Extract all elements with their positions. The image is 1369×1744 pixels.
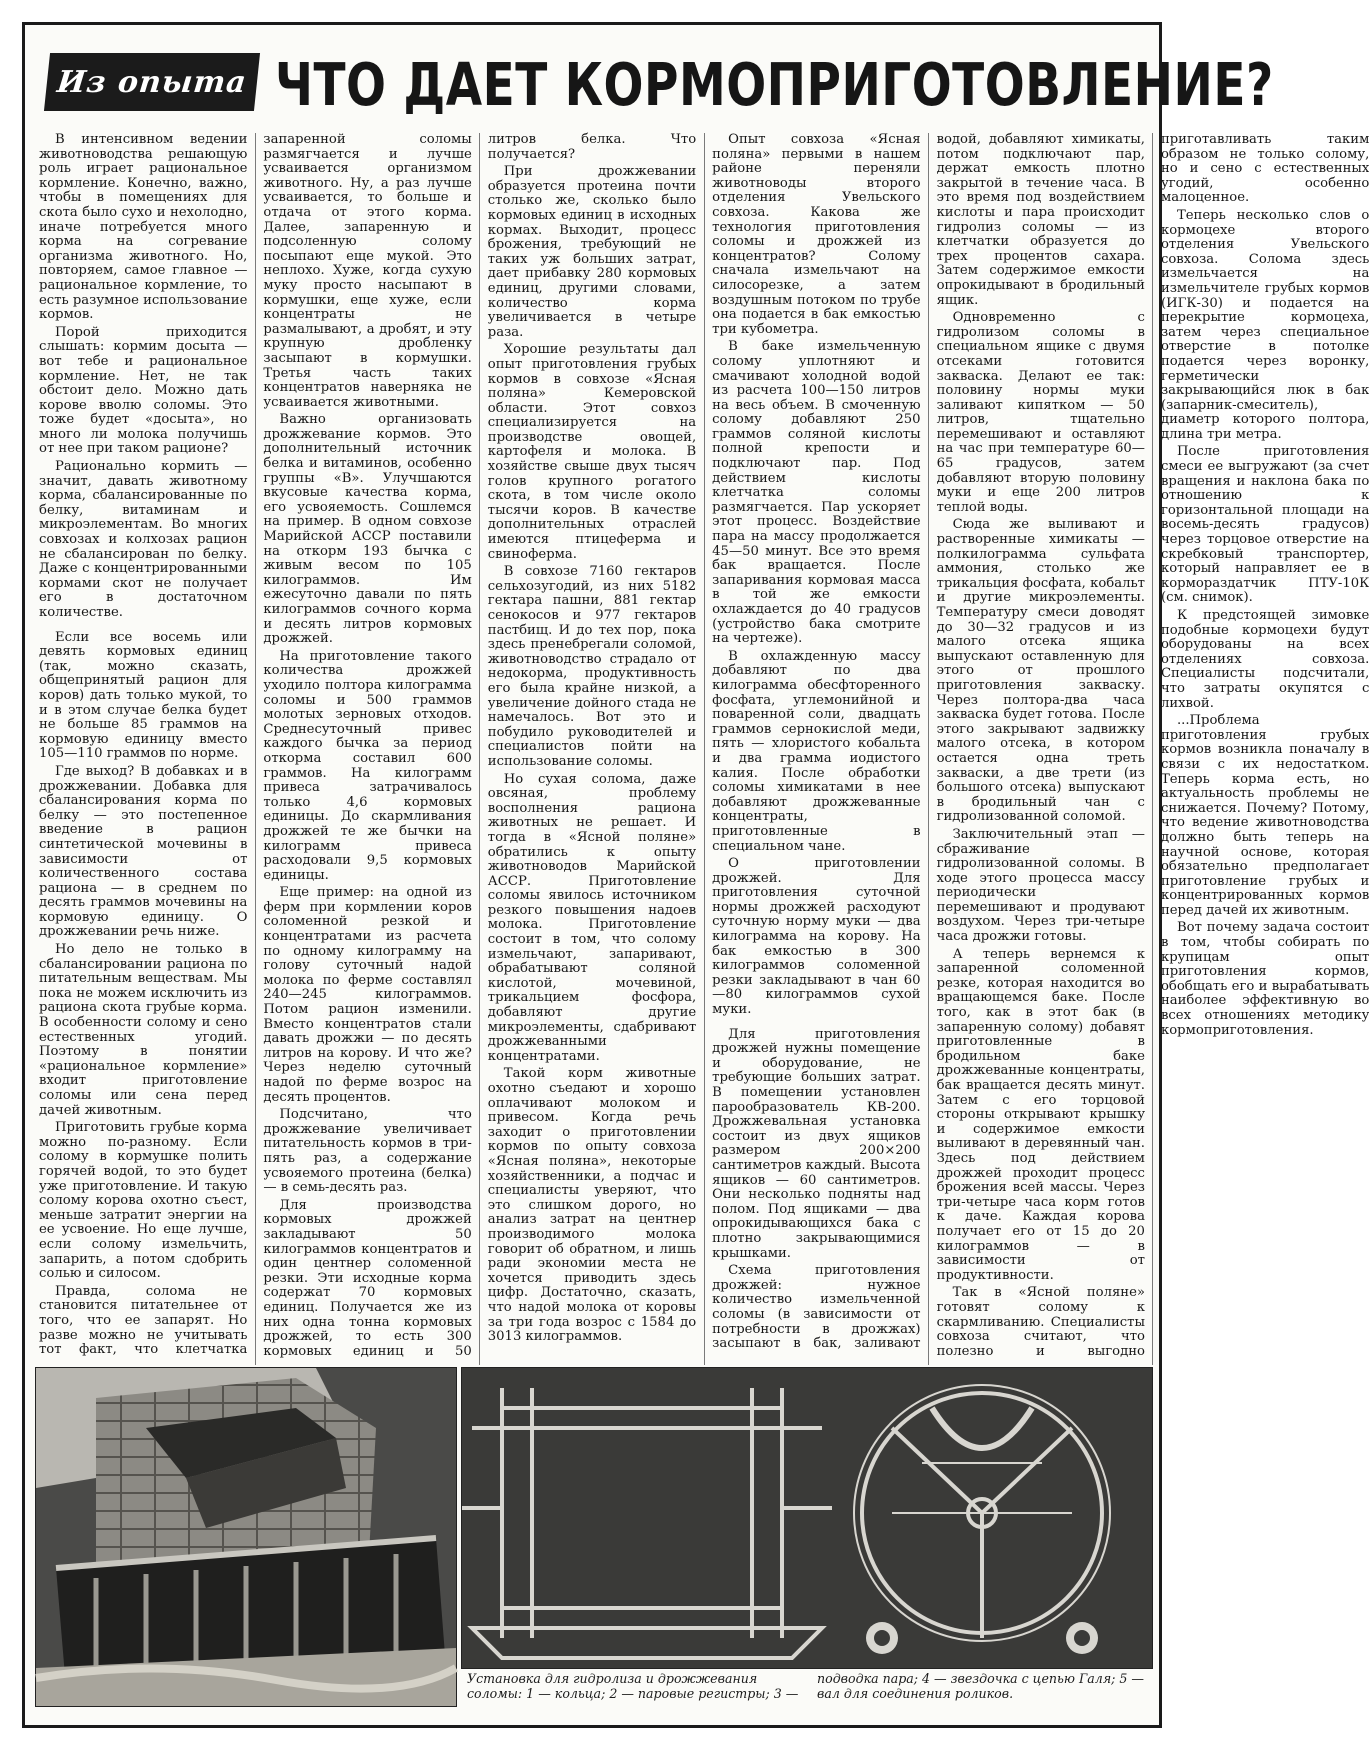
feed-dispenser-photo [35, 1367, 457, 1707]
article-paragraph: При дрожжевании образуется протеина почти столько же, сколько было кормовых единиц в исходных кормах. Выходит, процесс брожения, требующий не таких уж больших затрат, дает прибавку 280 кормовых единиц, другими словами, количество корма увеличивается в четыре раза. [487, 164, 697, 340]
article-paragraph: ...Проблема приготовления грубых кормов возникла поначалу в связи с их недостатком. Теперь корма есть, но актуальность проблемы не снижается. Почему? Потому, что ведение животноводства должно быть теперь на научной основе, которая обязательно предполагает приготовление грубых и концентрированных кормов перед дачей их животным. [1160, 713, 1369, 918]
article-paragraph: К предстоящей зимовке подобные кормоцехи будут оборудованы на всех отделениях совхоза. Специалисты подсчитали, что затраты окупятся с лихвой. [1160, 608, 1369, 711]
article-paragraph: На приготовление такого количества дрожжей уходило полтора килограмма соломы и 500 граммов молотых зерновых отходов. Среднесуточный привес каждого бычка за период откорма составил 600 граммов. На килограмм привеса затрачивалось только 4,6 кормовых единицы. До скармливания дрожжей те же бычки на килограмм привеса расходовали 9,5 кормовых единицы. [263, 648, 472, 883]
article-paragraph: Для производства кормовых дрожжей закладывают 50 килограммов концентратов и один центнер соломенной резки. Эти исходные корма содержат 70 кормовых единиц. Получается же из них одна тонна кормовых дрожжей, то есть 300 кормовых единиц и 50 литров белка. Что получается? [263, 132, 697, 1359]
article-paragraph: А теперь вернемся к запаренной соломенной резке, которая находится во вращающемся баке. После того, как в этот бак (в запаренную солому) добавят приготовленные в бродильном баке дрожжеванные концентраты, бак вращается десять минут. Затем с его торцовой стороны открывают крышку и содержимое емкости выливают в деревянный чан. Здесь под действием дрожжей проходит процесс брожения всей массы. Через три-четыре часа корм готов к даче. Каждая корова получает его от 15 до 20 килограммов — в зависимости от продуктивности. [936, 946, 1145, 1283]
feed-dispenser-photo-art [36, 1368, 456, 1706]
article-paragraph: О приготовлении дрожжей. Для приготовления суточной нормы дрожжей расходуют суточную норму муки — два килограмма на корову. На бак емкостью в 300 килограммов соломенной резки закладывают в чан 60—80 килограммов сухой муки. [712, 856, 921, 1018]
article-paragraph: Подсчитано, что дрожжевание увеличивает питательность кормов в три-пять раз, а содержание усвояемого протеина (белка) — в семь-десять раз. [263, 1107, 472, 1196]
article-body [39, 132, 1369, 1365]
article-header [25, 25, 1274, 135]
hydrolysis-unit-drawing-art [462, 1368, 1152, 1668]
article-title: ЧТО ДАЕТ КОРМОПРИГОТОВЛЕНИЕ? [275, 51, 1274, 120]
newspaper-page [22, 22, 1369, 1728]
article-paragraph: Правда, солома не становится питательнее от того, что ее запарят. Но разве можно не учитывать тот факт, что клетчатка запаренной соломы размягчается и лучше усваивается организмом животного. Ну, а раз лучше усваивается, то больше и отдача от этого корма. Далее, запаренную и подсоленную солому посыпают еще мукой. Это неплохо. Хуже, когда сухую муку просто насыпают в кормушки, еще хуже, если концентраты не размалывают, а дробят, и эту крупную дробленку засыпают в кормушки. Третья часть таких концентратов наверняка не усваивается животными. [39, 132, 472, 1358]
article-paragraph: Сюда же выливают и растворенные химикаты — полкилограмма сульфата аммония, столько же трикальция фосфата, кобальт и другие микроэлементы. Температуру смеси доводят до 30—32 градусов и из малого отсека ящика выпускают оставленную для этого от прошлого приготовления закваску. Через полтора-два часа закваска будет готова. После этого закрывают задвижку малого отсека, в котором остается одна треть закваски, а две трети (из большого отсека) выпускают в бродильный чан с гидролизованной соломой. [936, 517, 1145, 825]
article-paragraph: Опыт совхоза «Ясная поляна» первыми в нашем районе переняли животноводы второго отделения Увельского совхоза. Какова же технология приготовления соломы и дрожжей из концентратов? Солому сначала измельчают на силосорезке, а затем воздушным потоком по трубе она подается в бак емкостью три кубометра. [712, 132, 921, 337]
article-paragraph: Для приготовления дрожжей нужны помещение и оборудование, не требующие больших затрат. В помещении установлен парообразователь КВ-200. Дрожжевальная установка состоит из двух ящиков размером 200×200 сантиметров каждый. Высота ящиков — 60 сантиметров. Они несколько подняты над полом. Под ящиками — два опрокидывающихся бака с плотно закрывающимися крышками. [712, 1026, 921, 1261]
hydrolysis-unit-drawing [461, 1367, 1153, 1669]
article-paragraph: Заключительный этап — сбраживание гидролизованной соломы. В ходе этого процесса массу периодически перемешивают и продувают воздухом. Через три-четыре часа дрожжи готовы. [936, 826, 1145, 945]
article-paragraph: Приготовить грубые корма можно по-разному. Если солому в кормушке полить горячей водой, то это будет уже приготовление. И такую солому корова охотно съест, меньше затратит энергии на ее усвоение. Но еще лучше, если солому измельчить, запарить, а потом сдобрить солью и силосом. [39, 1120, 248, 1282]
article-paragraph: Но сухая солома, даже овсяная, проблему восполнения рациона животных не решает. И тогда в «Ясной поляне» обратились к опыту животноводов Марийской АССР. Приготовление соломы явилось источником резкого повышения надоев молока. Приготовление состоит в том, что солому измельчают, запаривают, обрабатывают соляной кислотой, мочевиной, трикальцием фосфора, добавляют другие микроэлементы, сдабривают дрожжеванными концентратами. [487, 771, 697, 1064]
article-paragraph: Еще пример: на одной из ферм при кормлении коров соломенной резкой и концентратами из расчета по одному килограмму на голову суточный надой молока по ферме составлял 240—245 килограммов. Потом рацион изменили. Вместо концентратов стали давать дрожжи — по десять литров на корову. И что же? Через неделю суточный надой по ферме возрос на десять процентов. [263, 885, 472, 1105]
article-paragraph: В баке измельченную солому уплотняют и смачивают холодной водой из расчета 100—150 литров на весь объем. В смоченную солому добавляют 250 граммов соляной кислоты полной крепости и подключают пар. Под действием кислоты клетчатка соломы размягчается. Пар ускоряет этот процесс. Воздействие пара на массу продолжается 45—50 минут. Все это время бак вращается. После запаривания кормовая масса в той же емкости охлаждается до 40 градусов (устройство бака смотрите на чертеже). [712, 339, 921, 647]
article-paragraph: Если все восемь или девять кормовых единиц (так, можно сказать, общепринятый рацион для коров) дать только мукой, то и в этом случае белка будет не больше 85 граммов на кормовую единицу вместо 105—110 граммов по норме. [39, 629, 248, 762]
article-paragraph: Но дело не только в сбалансировании рациона по питательным веществам. Мы пока не можем исключить из рациона скота грубые корма. В особенности солому и сено естественных угодий. Поэтому в понятии «рациональное кормление» входит приготовление соломы или сена перед дачей животным. [39, 942, 248, 1118]
figure-caption: Установка для гидролиза и дрожжевания соломы: 1 — кольца; 2 — паровые регистры; 3 — подводка пара; 4 — звездочка с цепью Галя; 5 — вал для соединения роликов. [467, 1671, 1145, 1701]
article-paragraph: В охлажденную массу добавляют по два килограмма обесфторенного фосфата, углемонийной и поваренной соли, двадцать граммов сернокислой меди, пять — хлористого кобальта и два грамма иодистого калия. После обработки соломы химикатами в нее добавляют дрожжеванные концентраты, приготовленные в специальном чане. [712, 648, 921, 854]
article-paragraph: Важно организовать дрожжевание кормов. Это дополнительный источник белка и витаминов, особенно группы «В». Улучшаются вкусовые качества корма, его усвояемость. Сошлемся на пример. В одном совхозе Марийской АССР поставили на откорм 193 бычка с живым весом по 105 килограммов. Им ежесуточно давали по пять килограммов сочного корма и десять литров кормовых дрожжей. [263, 412, 472, 647]
article-paragraph: После приготовления смеси ее выгружают (за счет вращения и наклона бака по отношению к горизонтальной площади на восемь-десять градусов) через торцовое отверстие на скребковый транспортер, который направляет ее в кормораздатчик ПТУ-10К (см. снимок). [1160, 444, 1369, 606]
article-paragraph: В совхозе 7160 гектаров сельхозугодий, из них 5182 гектара пашни, 881 гектар сенокосов и 977 гектаров пастбищ. И до тех пор, пока здесь пренебрегали соломой, животноводство страдало от недокорма, продуктивность его была крайне низкой, а увеличение дойного стада не намечалось. Вот это и побудило руководителей и специалистов пойти на использование соломы. [487, 564, 697, 769]
article-paragraph: Одновременно с гидролизом соломы в специальном ящике с двумя отсеками готовится закваска. Делают ее так: половину нормы муки заливают кипятком — 50 литров, тщательно перемешивают и оставляют на час при температуре 60—65 градусов, затем добавляют вторую половину муки и еще 200 литров теплой воды. [936, 310, 1145, 515]
article-paragraph: Теперь несколько слов о кормоцехе второго отделения Увельского совхоза. Солома здесь измельчается на измельчителе грубых кормов (ИГК-30) и подается на перекрытие кормоцеха, затем через специальное отверстие в потолке подается через воронку, герметически закрывающийся люк в бак (запарник-смеситель), диаметр которого полтора, длина три метра. [1160, 207, 1369, 442]
article-paragraph: Схема приготовления дрожжей: нужное количество измельченной соломы (в зависимости от потребности в дрожжах) засыпают в бак, заливают водой, добавляют химикаты, потом подключают пар, держат емкость плотно закрытой в течение часа. В это время под воздействием кислоты и пара происходит гидролиз соломы — из клетчатки образуется до трех процентов сахара. Затем содержимое емкости опрокидывают в бродильный ящик. [712, 132, 1145, 1352]
article-paragraph: Такой корм животные охотно съедают и хорошо оплачивают молоком и привесом. Когда речь заходит о приготовлении кормов по опыту совхоза «Ясная поляна», некоторые хозяйственники, а подчас и специалисты уверяют, что это слишком дорого, но анализ затрат на центнер производимого молока говорит об обратном, и лишь ради экономии места не хочется приводить здесь цифр. Достаточно, сказать, что надой молока от коровы за три года возрос с 1584 до 3013 килограммов. [487, 1066, 697, 1345]
rubric-label: Из опыта [44, 53, 260, 111]
article-paragraph: Где выход? В добавках и в дрожжевании. Добавка для сбалансирования корма по белку — это постепенное введение в рацион синтетической мочевины в зависимости от количественного состава рациона — в среднем по десять граммов мочевины на кормовую единицу. О дрожжевании речь ниже. [39, 763, 248, 940]
article-paragraph: Вот почему задача состоит в том, чтобы собирать по крупицам опыт приготовления кормов, обобщать его и вырабатывать наиболее эффективную во всех отношениях методику кормоприготовления. [1160, 920, 1369, 1038]
article-paragraph: Хорошие результаты дал опыт приготовления грубых кормов в совхозе «Ясная поляна» Кемеровской области. Этот совхоз специализируется на производстве овощей, картофеля и молока. В хозяйстве свыше двух тысяч голов крупного рогатого скота, в том числе около тысячи коров. В качестве дополнительных отраслей имеются птицеферма и свиноферма. [487, 342, 697, 562]
article-paragraph: Так в «Ясной поляне» готовят солому к скармливанию. Специалисты совхоза считают, что полезно и выгодно приготавливать таким образом не только солому, но и сено с естественных угодий, особенно малоценное. [936, 132, 1369, 1359]
article-paragraph: Порой приходится слышать: кормим досыта — вот тебе и рациональное кормление. Нет, не так обстоит дело. Можно дать корове вволю соломы. Это тоже будет «досыта», но много ли молока получишь от нее при таком рационе? [39, 324, 248, 457]
article-paragraph: Рационально кормить — значит, давать животному корма, сбалансированные по белку, витаминам и микроэлементам. Во многих совхозах и колхозах рацион не сбалансирован по белку. Даже с концентрированными кормами скот не получает его в достаточном количестве. [39, 459, 248, 620]
article-paragraph: В интенсивном ведении животноводства решающую роль играет рациональное кормление. Конечно, важно, чтобы в помещениях для скота было сухо и нехолодно, иначе потребуется много корма на согревание организма животного. Но, повторяем, самое главное — рациональное кормление, то есть разумное использование кормов. [39, 132, 248, 323]
